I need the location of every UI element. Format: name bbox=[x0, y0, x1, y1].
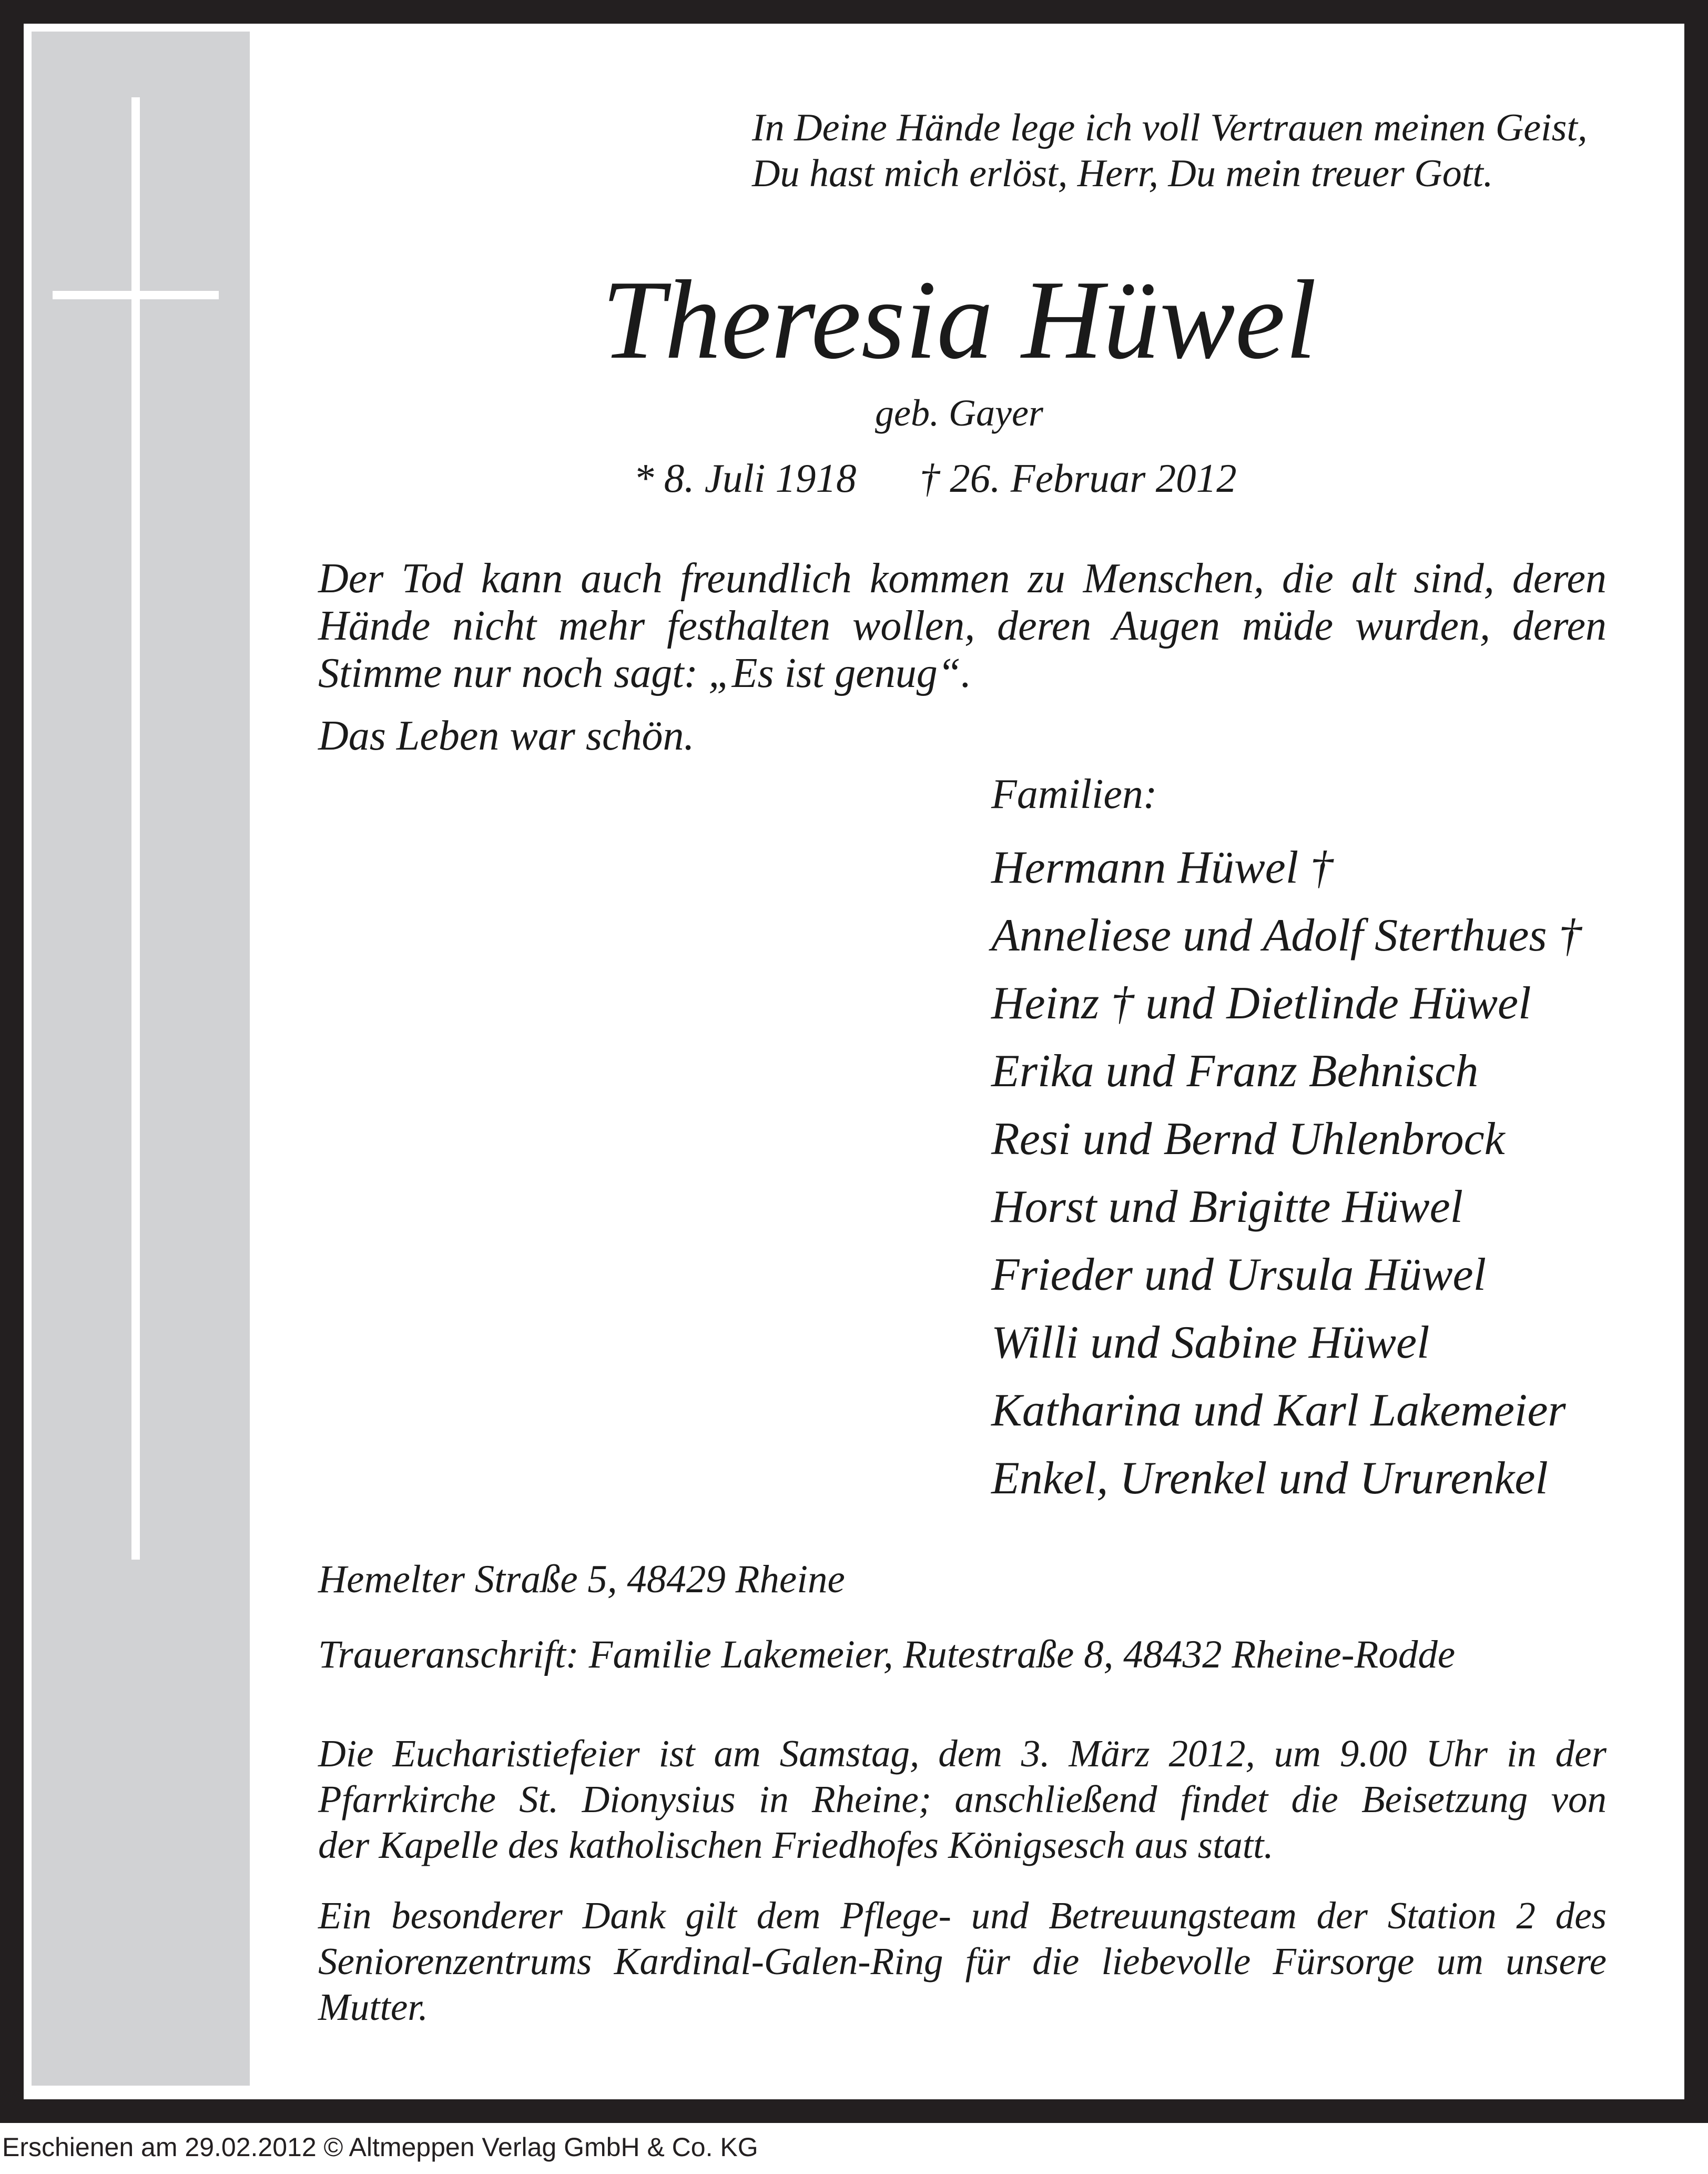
death-date: † 26. Februar 2012 bbox=[919, 456, 1237, 501]
life-line: Das Leben war schön. bbox=[318, 713, 695, 759]
family-entry: Katharina und Karl Lakemeier bbox=[991, 1385, 1566, 1436]
service-line: Die Eucharistiefeier ist am Samstag, dem 3. März 2012, um 9.00 Uhr in der bbox=[318, 1732, 1607, 1775]
family-entry: Willi und Sabine Hüwel bbox=[991, 1317, 1430, 1368]
life-dates bbox=[634, 453, 1237, 503]
family-entry: Heinz † und Dietlinde Hüwel bbox=[991, 978, 1531, 1029]
motto-line: Du hast mich erlöst, Herr, Du mein treuer Gott. bbox=[752, 152, 1493, 195]
poem-line: Der Tod kann auch freundlich kommen zu Menschen, die alt sind, deren bbox=[318, 555, 1607, 602]
family-entry: Frieder und Ursula Hüwel bbox=[991, 1249, 1487, 1300]
motto bbox=[752, 105, 1587, 197]
home-address: Hemelter Straße 5, 48429 Rheine bbox=[318, 1558, 845, 1601]
birth-name: geb. Gayer bbox=[875, 392, 1043, 434]
poem bbox=[318, 555, 1607, 697]
poem-line: Stimme nur noch sagt: „Es ist genug“. bbox=[318, 650, 972, 696]
family-entry: Horst und Brigitte Hüwel bbox=[991, 1181, 1463, 1232]
deceased-name: Theresia Hüwel bbox=[602, 257, 1317, 382]
family-entry: Hermann Hüwel † bbox=[991, 842, 1334, 893]
mourning-address: Traueranschrift: Familie Lakemeier, Rutestraße 8, 48432 Rheine-Rodde bbox=[318, 1633, 1456, 1676]
families-list bbox=[991, 834, 1582, 1512]
families-label: Familien: bbox=[991, 771, 1157, 817]
family-entry: Erika und Franz Behnisch bbox=[991, 1046, 1479, 1097]
family-entry: Resi und Bernd Uhlenbrock bbox=[991, 1114, 1505, 1165]
poem-line: Hände nicht mehr festhalten wollen, deren Augen müde wurden, deren bbox=[318, 603, 1607, 649]
service-line: Pfarrkirche St. Dionysius in Rheine; anschließend findet die Beisetzung von bbox=[318, 1778, 1607, 1821]
birth-date: * 8. Juli 1918 bbox=[634, 456, 857, 501]
publication-footer: Erschienen am 29.02.2012 © Altmeppen Verlag GmbH & Co. KG bbox=[2, 2132, 758, 2162]
thanks-note bbox=[318, 1893, 1607, 2030]
motto-line: In Deine Hände lege ich voll Vertrauen meinen Geist, bbox=[752, 106, 1588, 149]
thanks-line: Seniorenzentrums Kardinal-Galen-Ring für die liebevolle Fürsorge um unsere bbox=[318, 1940, 1607, 1983]
family-entry: Enkel, Urenkel und Ururenkel bbox=[991, 1453, 1548, 1504]
service-info bbox=[318, 1731, 1607, 1868]
thanks-line: Ein besonderer Dank gilt dem Pflege- und Betreuungsteam der Station 2 des bbox=[318, 1894, 1607, 1937]
thanks-line: Mutter. bbox=[318, 1986, 428, 2028]
service-line: der Kapelle des katholischen Friedhofes Königsesch aus statt. bbox=[318, 1824, 1274, 1866]
family-entry: Anneliese und Adolf Sterthues † bbox=[991, 910, 1582, 961]
